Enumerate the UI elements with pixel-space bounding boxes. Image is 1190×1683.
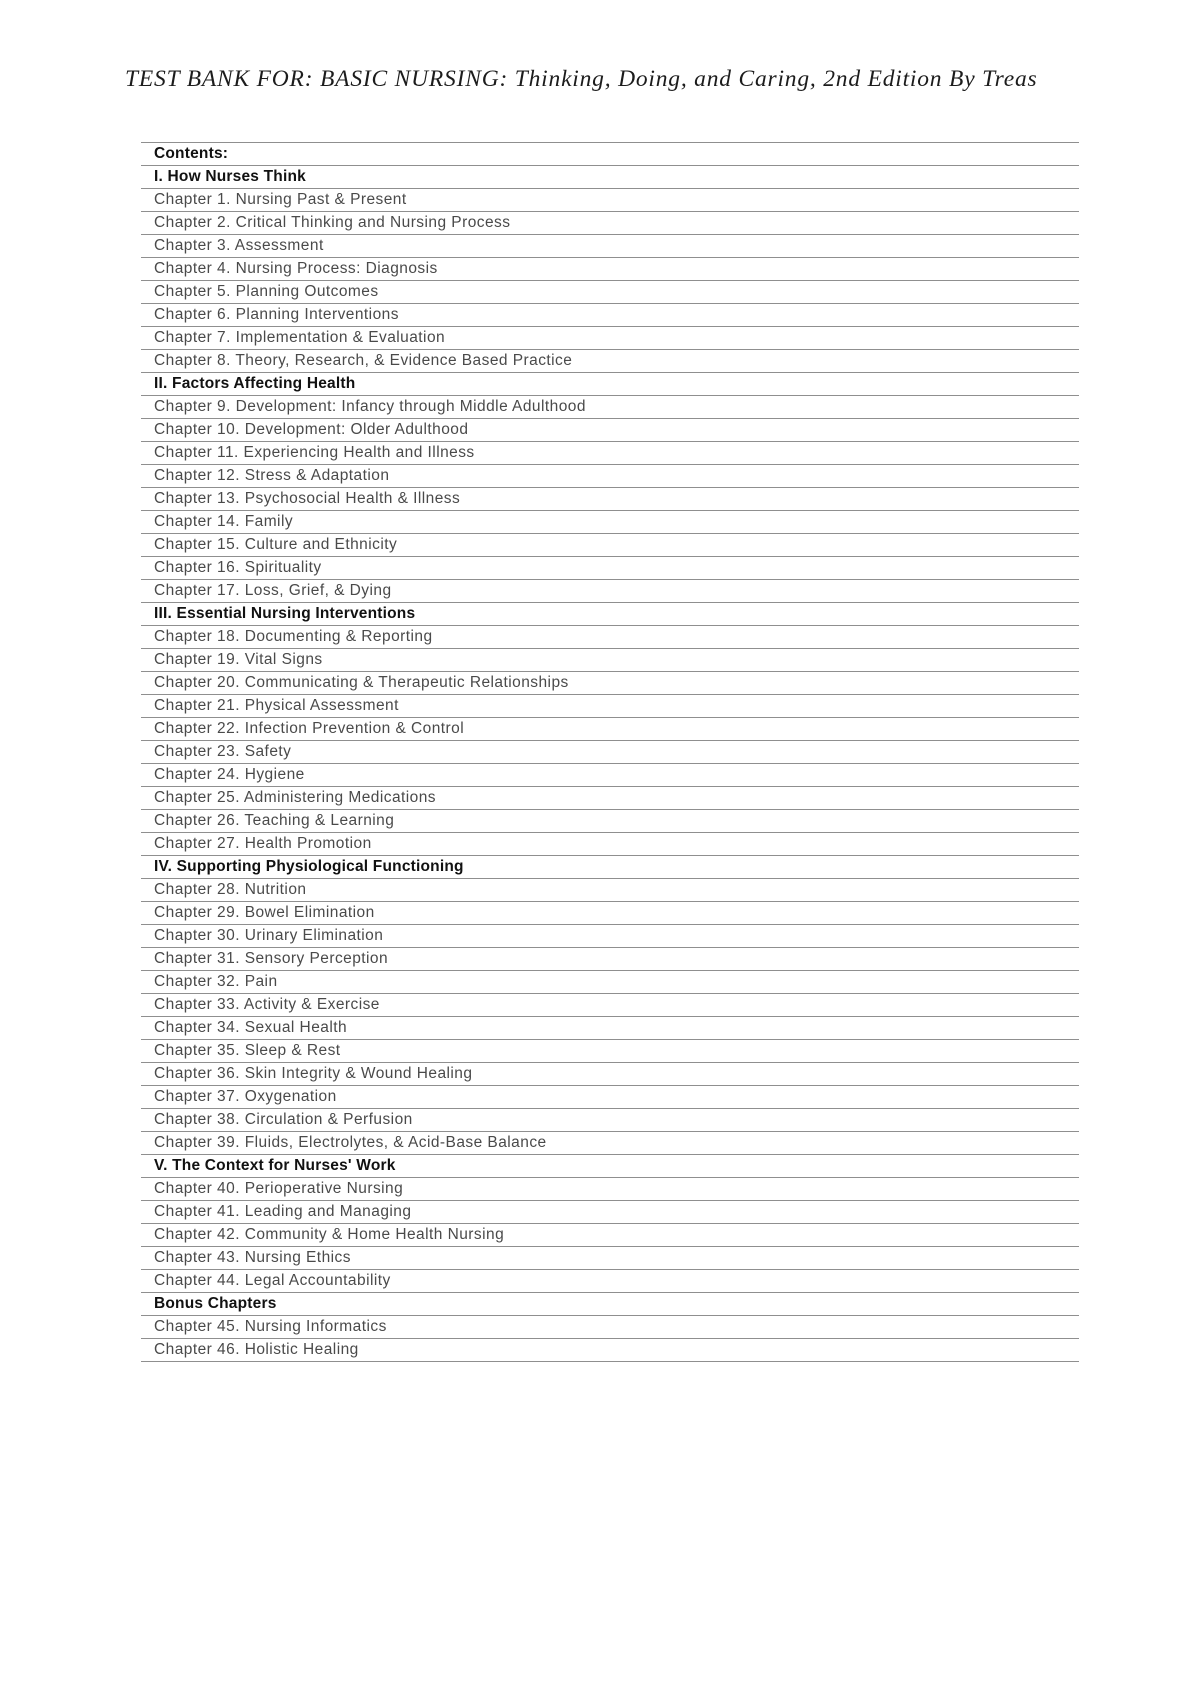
- toc-chapter-row: Chapter 39. Fluids, Electrolytes, & Acid-Base Balance: [141, 1132, 1079, 1155]
- toc-chapter-row: Chapter 37. Oxygenation: [141, 1086, 1079, 1109]
- toc-chapter-row: Chapter 10. Development: Older Adulthood: [141, 419, 1079, 442]
- toc-chapter-row: Chapter 24. Hygiene: [141, 764, 1079, 787]
- toc-chapter-row: Chapter 19. Vital Signs: [141, 649, 1079, 672]
- toc-chapter-row: Chapter 20. Communicating & Therapeutic Relationships: [141, 672, 1079, 695]
- toc-chapter-row: Chapter 17. Loss, Grief, & Dying: [141, 580, 1079, 603]
- toc-chapter-row: Chapter 3. Assessment: [141, 235, 1079, 258]
- toc-chapter-row: Chapter 26. Teaching & Learning: [141, 810, 1079, 833]
- toc-chapter-row: Chapter 12. Stress & Adaptation: [141, 465, 1079, 488]
- toc-chapter-row: Chapter 38. Circulation & Perfusion: [141, 1109, 1079, 1132]
- toc-chapter-row: Chapter 18. Documenting & Reporting: [141, 626, 1079, 649]
- toc-chapter-row: Chapter 32. Pain: [141, 971, 1079, 994]
- toc-chapter-row: Chapter 15. Culture and Ethnicity: [141, 534, 1079, 557]
- toc-chapter-row: Chapter 2. Critical Thinking and Nursing Process: [141, 212, 1079, 235]
- toc-chapter-row: Chapter 43. Nursing Ethics: [141, 1247, 1079, 1270]
- toc-chapter-row: Chapter 40. Perioperative Nursing: [141, 1178, 1079, 1201]
- toc-chapter-row: Chapter 45. Nursing Informatics: [141, 1316, 1079, 1339]
- contents-table: [141, 142, 1079, 1362]
- toc-chapter-row: Chapter 4. Nursing Process: Diagnosis: [141, 258, 1079, 281]
- toc-chapter-row: Chapter 21. Physical Assessment: [141, 695, 1079, 718]
- document-title: TEST BANK FOR: BASIC NURSING: Thinking, Doing, and Caring, 2nd Edition By Treas: [125, 66, 1038, 92]
- toc-chapter-row: Chapter 22. Infection Prevention & Control: [141, 718, 1079, 741]
- toc-chapter-row: Chapter 42. Community & Home Health Nursing: [141, 1224, 1079, 1247]
- toc-chapter-row: Chapter 25. Administering Medications: [141, 787, 1079, 810]
- toc-section-row: II. Factors Affecting Health: [141, 373, 1079, 396]
- toc-chapter-row: Chapter 23. Safety: [141, 741, 1079, 764]
- toc-chapter-row: Chapter 5. Planning Outcomes: [141, 281, 1079, 304]
- toc-chapter-row: Chapter 1. Nursing Past & Present: [141, 189, 1079, 212]
- toc-section-row: III. Essential Nursing Interventions: [141, 603, 1079, 626]
- toc-chapter-row: Chapter 46. Holistic Healing: [141, 1339, 1079, 1362]
- toc-section-row: I. How Nurses Think: [141, 166, 1079, 189]
- toc-chapter-row: Chapter 13. Psychosocial Health & Illness: [141, 488, 1079, 511]
- toc-chapter-row: Chapter 41. Leading and Managing: [141, 1201, 1079, 1224]
- toc-chapter-row: Chapter 6. Planning Interventions: [141, 304, 1079, 327]
- toc-chapter-row: Chapter 14. Family: [141, 511, 1079, 534]
- toc-chapter-row: Chapter 33. Activity & Exercise: [141, 994, 1079, 1017]
- toc-section-row: IV. Supporting Physiological Functioning: [141, 856, 1079, 879]
- toc-chapter-row: Chapter 27. Health Promotion: [141, 833, 1079, 856]
- toc-chapter-row: Chapter 8. Theory, Research, & Evidence Based Practice: [141, 350, 1079, 373]
- toc-chapter-row: Chapter 35. Sleep & Rest: [141, 1040, 1079, 1063]
- toc-section-row: V. The Context for Nurses' Work: [141, 1155, 1079, 1178]
- toc-chapter-row: Chapter 16. Spirituality: [141, 557, 1079, 580]
- toc-chapter-row: Chapter 28. Nutrition: [141, 879, 1079, 902]
- toc-chapter-row: Chapter 7. Implementation & Evaluation: [141, 327, 1079, 350]
- toc-chapter-row: Chapter 31. Sensory Perception: [141, 948, 1079, 971]
- toc-section-row: Bonus Chapters: [141, 1293, 1079, 1316]
- toc-chapter-row: Chapter 30. Urinary Elimination: [141, 925, 1079, 948]
- toc-chapter-row: Chapter 44. Legal Accountability: [141, 1270, 1079, 1293]
- toc-chapter-row: Chapter 29. Bowel Elimination: [141, 902, 1079, 925]
- toc-section-row: Contents:: [141, 143, 1079, 166]
- toc-chapter-row: Chapter 36. Skin Integrity & Wound Healing: [141, 1063, 1079, 1086]
- toc-chapter-row: Chapter 34. Sexual Health: [141, 1017, 1079, 1040]
- toc-chapter-row: Chapter 9. Development: Infancy through Middle Adulthood: [141, 396, 1079, 419]
- toc-chapter-row: Chapter 11. Experiencing Health and Illness: [141, 442, 1079, 465]
